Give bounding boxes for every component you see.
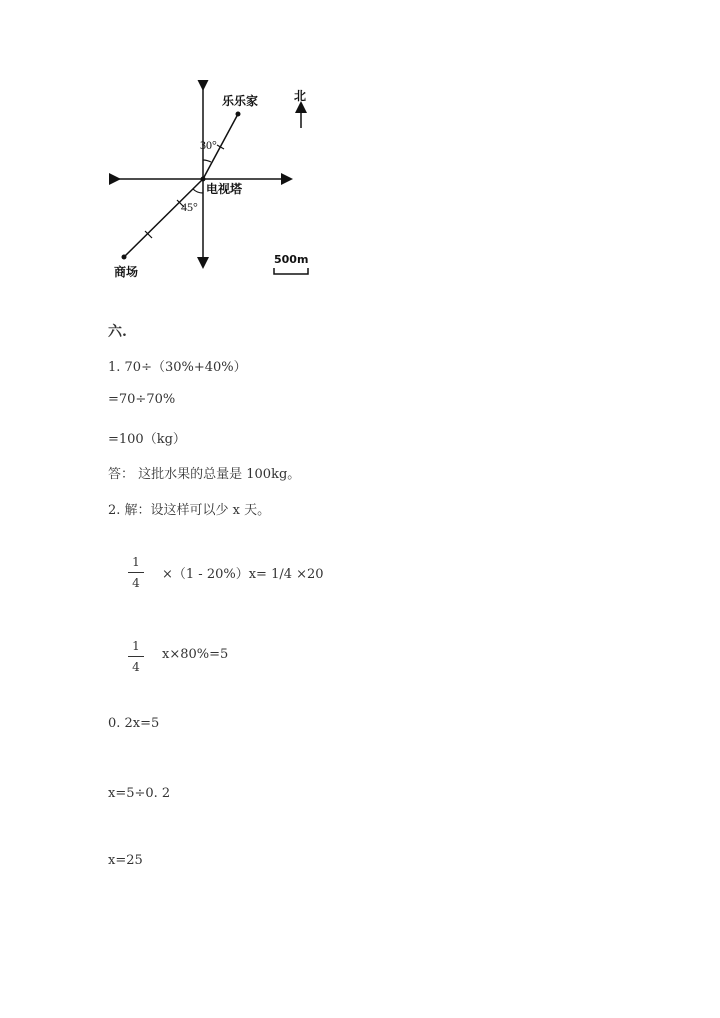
q2-eq1-fraction [128, 555, 144, 590]
q1-line-2: =70÷70% [108, 392, 176, 407]
q2-eq1-rest: ×（1 - 20%）x= 1/4 ×20 [162, 567, 324, 582]
q2-eq2-rest: x×80%=5 [162, 647, 229, 662]
q2-step-5: x=25 [108, 853, 143, 868]
fraction-numerator: 1 [132, 639, 140, 653]
q1-line-3: =100（kg） [108, 432, 186, 447]
lelejia-label: 乐乐家 [222, 94, 259, 108]
angle-label-south: 45° [181, 200, 198, 214]
fraction-bar [128, 656, 144, 657]
q1-answer: 答： 这批水果的总量是 100kg。 [108, 467, 301, 482]
q2-intro: 2. 解：设这样可以少 x 天。 [108, 503, 271, 518]
lelejia-point [236, 112, 241, 117]
section-heading: 六. [108, 324, 127, 340]
north-label: 北 [294, 89, 307, 103]
tower-point [201, 177, 206, 182]
fraction-denominator: 4 [132, 660, 140, 674]
direction-diagram [100, 80, 340, 285]
angle-arc-south [193, 189, 203, 193]
scale-bar [274, 268, 308, 274]
tower-label: 电视塔 [206, 182, 243, 196]
fraction-numerator: 1 [132, 555, 140, 569]
mall-label: 商场 [114, 265, 139, 279]
q2-eq2-fraction [128, 639, 144, 674]
mall-point [122, 255, 127, 260]
q2-step-3: 0. 2x=5 [108, 716, 160, 731]
angle-label-north: 30° [200, 138, 217, 152]
line-to-mall [124, 179, 203, 257]
scale-label: 500m [274, 253, 309, 266]
fraction-bar [128, 572, 144, 573]
q1-line-1: 1. 70÷（30%+40%） [108, 360, 247, 375]
angle-arc-north [203, 160, 211, 162]
q2-step-4: x=5÷0. 2 [108, 786, 171, 801]
fraction-denominator: 4 [132, 576, 140, 590]
